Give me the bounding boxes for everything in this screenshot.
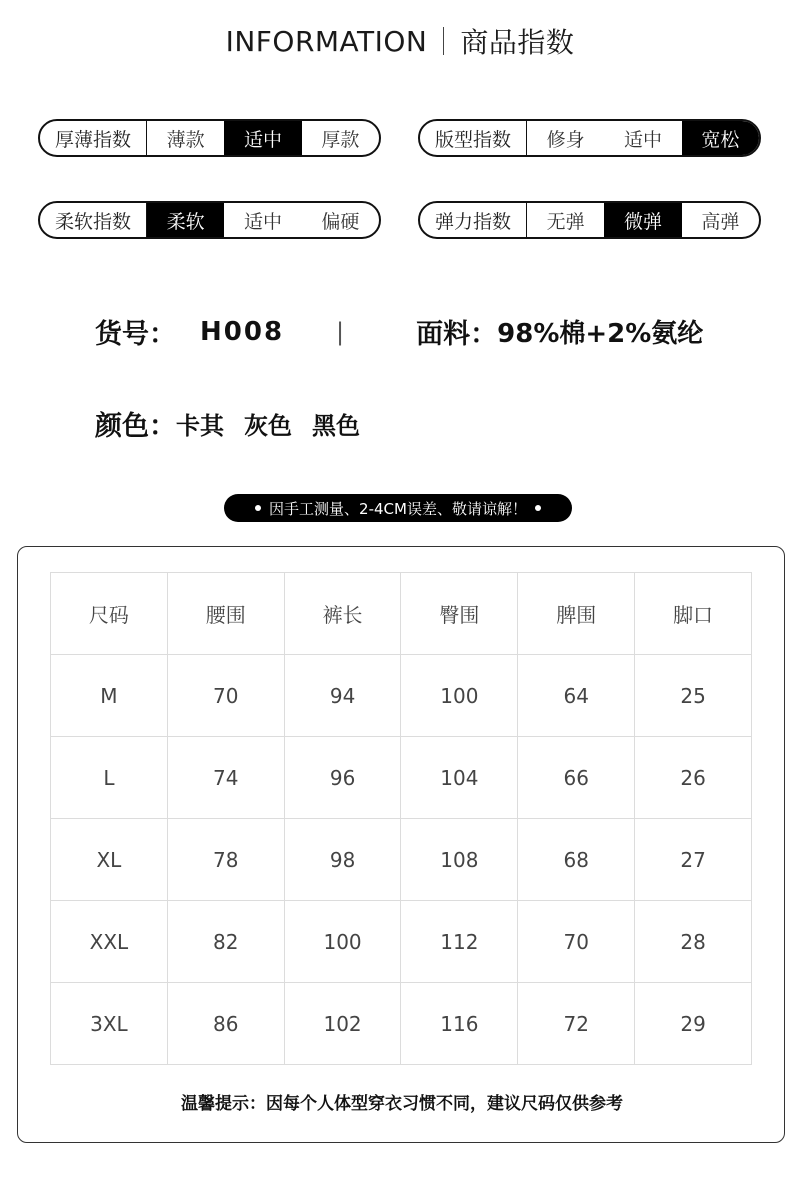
table-cell: 82 — [167, 901, 284, 983]
info-separator: | — [336, 317, 345, 346]
color-label: 颜色： — [95, 411, 176, 442]
index-thickness — [38, 119, 381, 157]
index-label: 厚薄指数 — [40, 121, 147, 155]
index-option-selected: 适中 — [224, 121, 301, 155]
index-label: 弹力指数 — [420, 203, 527, 237]
column-header: 臀围 — [401, 573, 518, 655]
table-cell: 25 — [635, 655, 752, 737]
table-cell: 116 — [401, 983, 518, 1065]
table-cell: 94 — [284, 655, 401, 737]
table-cell: XXL — [51, 901, 168, 983]
table-cell: 108 — [401, 819, 518, 901]
index-label: 版型指数 — [420, 121, 527, 155]
index-option: 高弹 — [701, 210, 740, 233]
index-label: 柔软指数 — [40, 203, 147, 237]
table-row — [51, 655, 752, 737]
column-header: 尺码 — [51, 573, 168, 655]
index-option: 适中 — [243, 210, 282, 233]
index-fit — [418, 119, 761, 157]
product-colors-line — [95, 404, 360, 443]
table-cell: 102 — [284, 983, 401, 1065]
size-tip: 温馨提示：因每个人体型穿衣习惯不同，建议尺码仅供参考 — [181, 1094, 623, 1114]
color-option: 灰色 — [244, 412, 292, 440]
table-cell: 98 — [284, 819, 401, 901]
index-option: 适中 — [623, 128, 662, 151]
column-header: 裤长 — [284, 573, 401, 655]
sku-value: H008 — [200, 316, 285, 347]
table-cell: 66 — [518, 737, 635, 819]
notice-text: 因手工测量、2-4CM误差、敬请谅解！ — [269, 499, 527, 518]
index-option-selected: 微弹 — [604, 203, 681, 237]
table-cell: L — [51, 737, 168, 819]
fabric-label: 面料： — [416, 319, 498, 350]
bullet-dot-icon — [255, 505, 261, 511]
index-option: 修身 — [546, 128, 585, 151]
product-sku-fabric-line — [95, 312, 703, 351]
size-chart-card — [17, 546, 785, 1143]
table-cell: 100 — [284, 901, 401, 983]
table-cell: 28 — [635, 901, 752, 983]
table-cell: 27 — [635, 819, 752, 901]
table-cell: 70 — [518, 901, 635, 983]
size-table — [50, 572, 752, 1065]
measurement-notice — [224, 494, 572, 522]
table-cell: 68 — [518, 819, 635, 901]
table-cell: 26 — [635, 737, 752, 819]
index-option: 无弹 — [546, 210, 585, 233]
index-option-selected: 柔软 — [147, 203, 224, 237]
table-cell: 104 — [401, 737, 518, 819]
color-option: 黑色 — [312, 412, 360, 440]
table-cell: 78 — [167, 819, 284, 901]
table-cell: 29 — [635, 983, 752, 1065]
table-row — [51, 983, 752, 1065]
table-cell: 100 — [401, 655, 518, 737]
header-divider — [443, 27, 444, 55]
bullet-dot-icon — [535, 505, 541, 511]
table-cell: M — [51, 655, 168, 737]
header-title-cn: 商品指数 — [460, 26, 575, 59]
table-cell: 70 — [167, 655, 284, 737]
table-cell: 96 — [284, 737, 401, 819]
table-cell: 112 — [401, 901, 518, 983]
table-cell: 3XL — [51, 983, 168, 1065]
table-cell: 74 — [167, 737, 284, 819]
index-softness — [38, 201, 381, 239]
column-header: 脾围 — [518, 573, 635, 655]
column-header: 脚口 — [635, 573, 752, 655]
header-title-en: INFORMATION — [225, 24, 428, 58]
table-row — [51, 901, 752, 983]
index-option: 偏硬 — [321, 210, 360, 233]
index-option: 薄款 — [166, 128, 205, 151]
table-cell: 72 — [518, 983, 635, 1065]
fabric-value: 98%棉+2%氨纶 — [497, 319, 704, 349]
table-cell: 64 — [518, 655, 635, 737]
table-cell: 86 — [167, 983, 284, 1065]
page-header — [0, 18, 800, 64]
color-option: 卡其 — [176, 412, 224, 440]
table-header-row — [51, 573, 752, 655]
index-option: 厚款 — [321, 128, 360, 151]
index-stretch — [418, 201, 761, 239]
column-header: 腰围 — [167, 573, 284, 655]
table-cell: XL — [51, 819, 168, 901]
table-row — [51, 819, 752, 901]
sku-label: 货号： — [95, 319, 176, 350]
index-option-selected: 宽松 — [682, 121, 759, 155]
table-row — [51, 737, 752, 819]
